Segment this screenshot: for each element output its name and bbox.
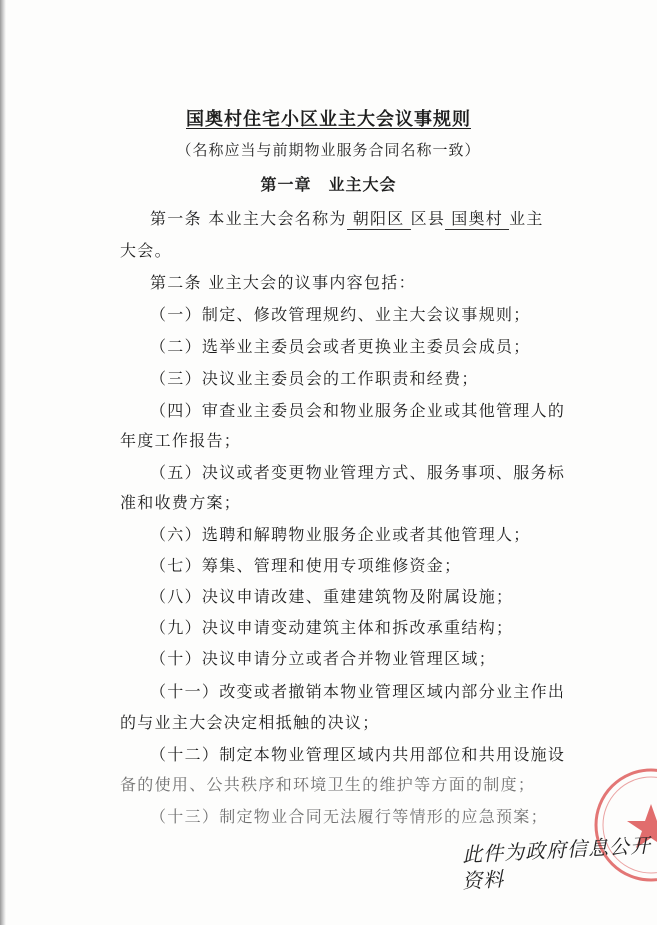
list-item: （八）决议申请改建、重建建筑物及附属设施； — [150, 587, 514, 606]
article-1-line — [150, 206, 544, 230]
list-item-continuation: 年度工作报告； — [120, 431, 242, 450]
list-item: （十三）制定物业合同无法履行等情形的应急预案； — [150, 807, 548, 826]
list-item: （三）决议业主委员会的工作职责和经费； — [150, 369, 479, 388]
list-item-continuation: 备的使用、公共秩序和环境卫生的维护等方面的制度； — [120, 775, 536, 794]
handwritten-note-line-2: 资料 — [461, 866, 505, 894]
list-item: （九）决议申请变动建筑主体和拆改承重结构； — [150, 618, 514, 637]
list-item: （二）选举业主委员会或者更换业主委员会成员； — [150, 337, 531, 356]
article-1-prefix: 第一条 本业主大会名称为 — [150, 209, 347, 228]
list-item: （十一）改变或者撤销本物业管理区域内部分业主作出 — [150, 682, 566, 701]
district-fill: 朝阳区 — [347, 206, 411, 230]
list-item: （一）制定、修改管理规约、业主大会议事规则； — [150, 305, 531, 324]
list-item-continuation: 准和收费方案； — [120, 493, 242, 512]
list-item: （十）决议申请分立或者合并物业管理区域； — [150, 649, 497, 668]
article-1-mid: 区县 — [410, 209, 446, 228]
list-item: （十二）制定本物业管理区域内共用部位和共用设施设 — [150, 745, 566, 764]
handwritten-note-line-1: 此件为政府信息公开 — [461, 833, 652, 867]
official-seal-stamp — [592, 766, 657, 884]
list-item: （四）审查业主委员会和物业服务企业或其他管理人的 — [150, 401, 566, 420]
article-1-continuation: 大会。 — [120, 241, 172, 260]
article-2-heading: 第二条 业主大会的议事内容包括： — [150, 273, 416, 292]
article-1-suffix: 业主 — [509, 209, 544, 228]
list-item: （七）筹集、管理和使用专项维修资金； — [150, 556, 462, 575]
community-fill: 国奥村 — [445, 206, 509, 230]
list-item-continuation: 的与业主大会决定相抵触的决议； — [120, 713, 380, 732]
chapter-heading: 第一章 业主大会 — [260, 175, 397, 194]
list-item: （五）决议或者变更物业管理方式、服务事项、服务标 — [150, 463, 566, 482]
document-subtitle: （名称应当与前期物业服务合同名称一致） — [176, 141, 481, 159]
list-item: （六）选聘和解聘物业服务企业或者其他管理人； — [150, 525, 531, 544]
document-title: 国奥村住宅小区业主大会议事规则 — [186, 109, 471, 130]
